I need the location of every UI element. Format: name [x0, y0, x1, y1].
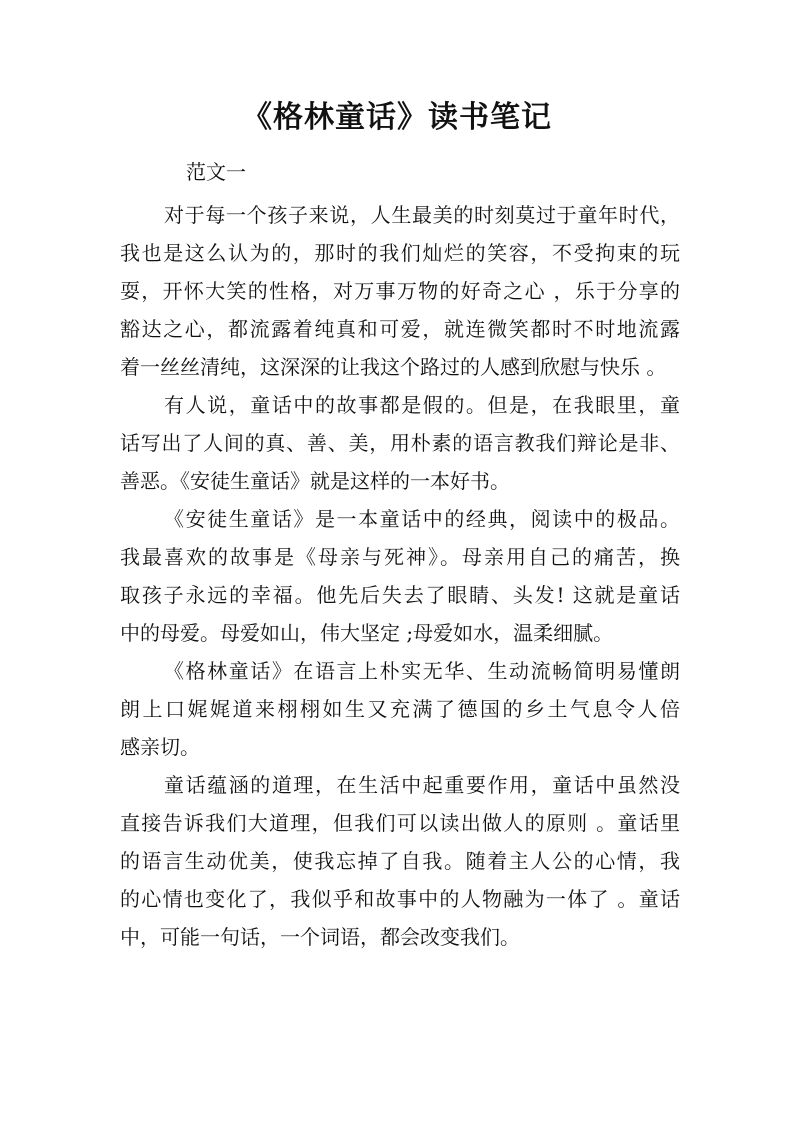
paragraph-line: 的语言生动优美，使我忘掉了自我。随着主人公的心情，我	[120, 849, 680, 873]
paragraph-5	[120, 766, 680, 956]
paragraph-line: 有人说，童话中的故事都是假的。但是，在我眼里，童	[164, 393, 680, 417]
paragraph-line: 直接告诉我们大道理，但我们可以读出做人的原则 。童话里	[120, 811, 680, 835]
paragraph-line: 中的母爱。母爱如山，伟大坚定 ;母爱如水，温柔细腻。	[120, 621, 614, 645]
document-title: 《格林童话》读书笔记	[242, 100, 552, 135]
paragraph-line: 话写出了人间的真、善、美，用朴素的语言教我们辩论是非、	[120, 431, 680, 455]
paragraph-line: 豁达之心，都流露着纯真和可爱，就连微笑都时不时地流露	[120, 317, 680, 341]
paragraph-line: 感亲切。	[120, 735, 200, 759]
paragraph-line: 耍，开怀大笑的性格，对万事万物的好奇之心 ，乐于分享的	[120, 279, 680, 303]
paragraph-1	[120, 196, 680, 386]
paragraph-line: 朗上口娓娓道来栩栩如生又充满了德国的乡土气息令人倍	[120, 697, 680, 721]
paragraph-3	[120, 500, 680, 652]
paragraph-line: 《安徒生童话》是一本童话中的经典，阅读中的极品。	[164, 507, 680, 531]
paragraph-2	[120, 386, 680, 500]
paragraph-4	[120, 652, 680, 766]
paragraph-line: 对于每一个孩子来说，人生最美的时刻莫过于童年时代，	[164, 203, 680, 227]
document-body	[120, 196, 680, 956]
document-subtitle: 范文一	[186, 160, 246, 184]
paragraph-line: 着一丝丝清纯，这深深的让我这个路过的人感到欣慰与快乐 。	[120, 355, 667, 379]
paragraph-line: 中，可能一句话，一个词语，都会改变我们。	[120, 925, 520, 949]
paragraph-line: 童话蕴涵的道理，在生活中起重要作用，童话中虽然没	[164, 773, 680, 797]
paragraph-line: 的心情也变化了，我似乎和故事中的人物融为一体了 。童话	[120, 887, 680, 911]
paragraph-line: 取孩子永远的幸福。他先后失去了眼睛、头发! 这就是童话	[120, 583, 680, 607]
paragraph-line: 《格林童话》在语言上朴实无华、生动流畅简明易懂朗	[164, 659, 680, 683]
paragraph-line: 我也是这么认为的，那时的我们灿烂的笑容，不受拘束的玩	[120, 241, 680, 265]
paragraph-line: 我最喜欢的故事是《母亲与死神》。母亲用自己的痛苦，换	[120, 545, 680, 569]
paragraph-line: 善恶。《安徒生童话》就是这样的一本好书。	[120, 469, 510, 493]
